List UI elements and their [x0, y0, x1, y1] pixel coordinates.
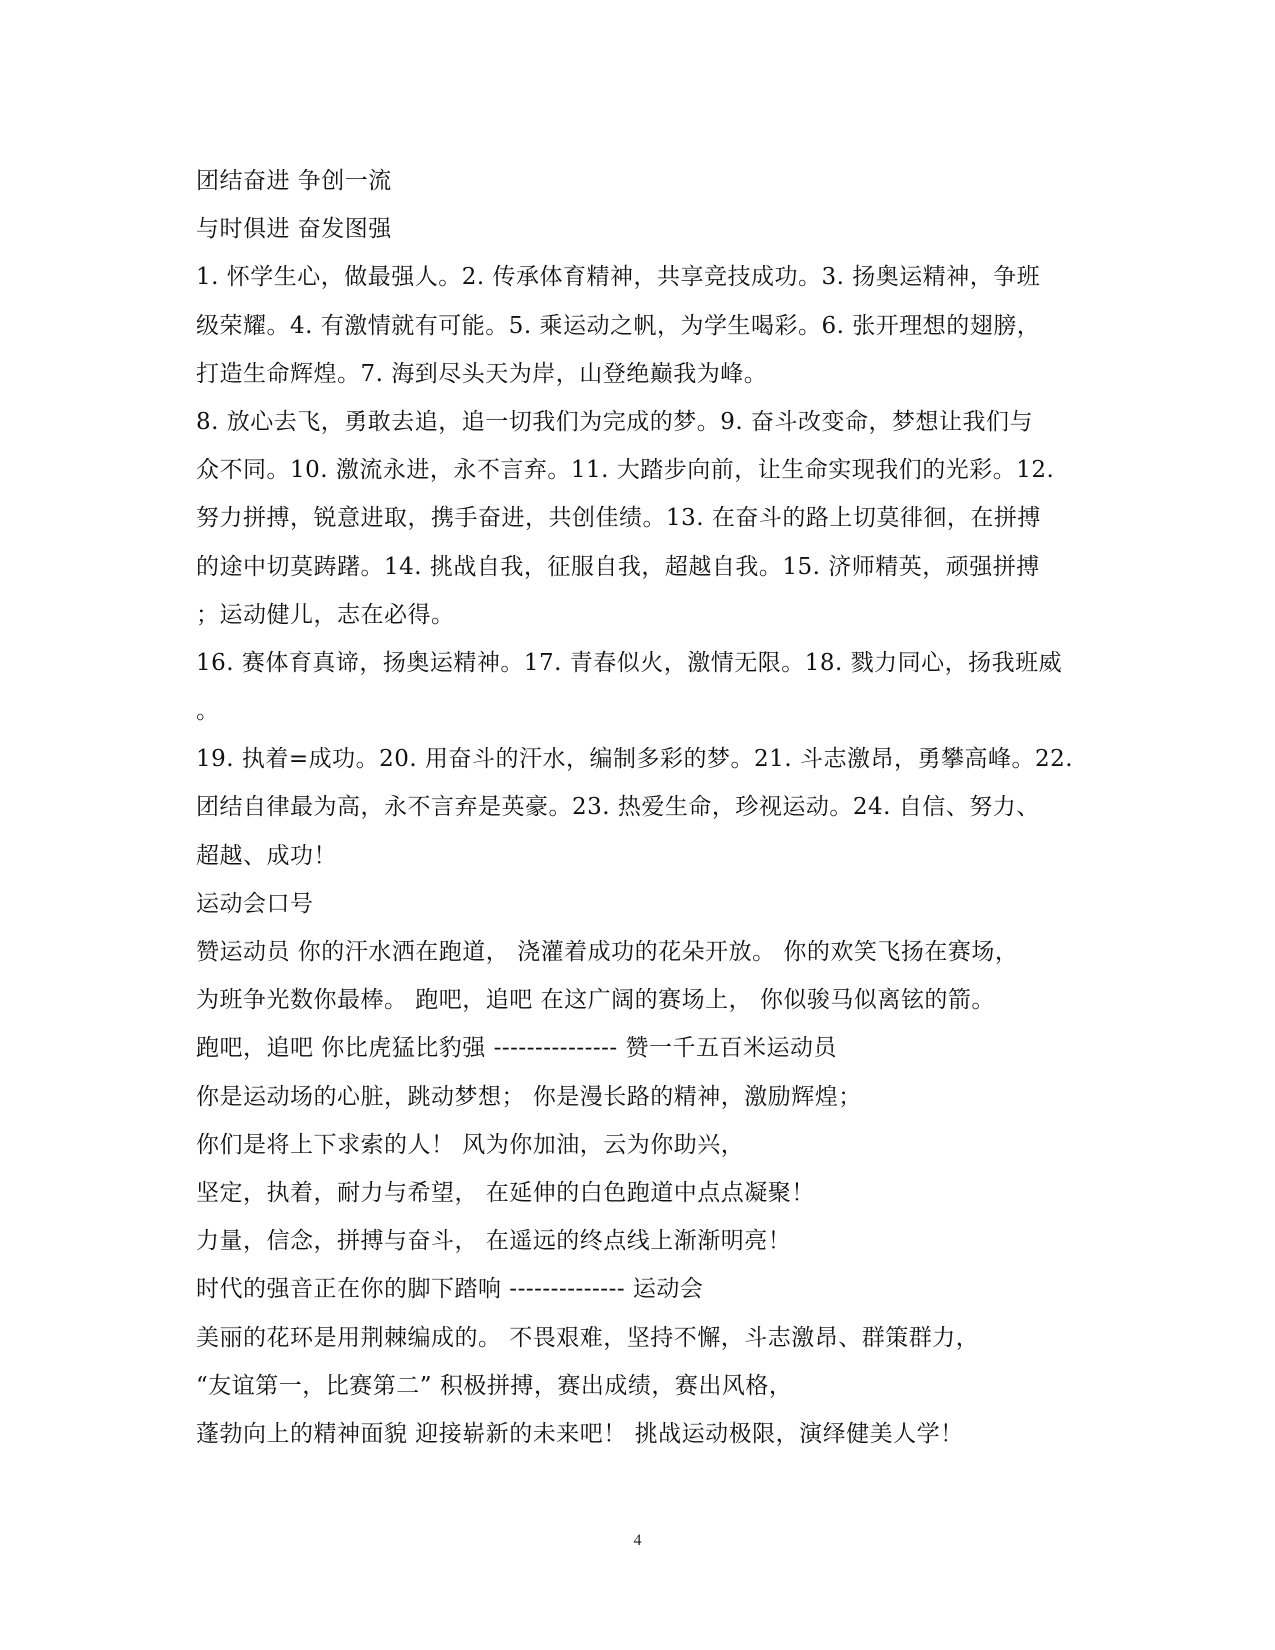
section-heading: 运动会口号	[196, 890, 314, 917]
text-line: 超越、成功！	[196, 842, 337, 869]
text-line: 级荣耀。4. 有激情就有可能。5. 乘运动之帆，为学生喝彩。6. 张开理想的翅膀，	[196, 312, 1041, 339]
text-line: 力量，信念，拼搏与奋斗， 在遥远的终点线上渐渐明亮！	[196, 1228, 792, 1255]
text-line: “友谊第一，比赛第二” 积极拼搏，赛出成绩，赛出风格，	[196, 1372, 793, 1399]
text-line: 努力拼搏，锐意进取，携手奋进，共创佳绩。13. 在奋斗的路上切莫徘徊，在拼搏	[196, 505, 1041, 532]
text-line: 打造生命辉煌。7. 海到尽头天为岸，山登绝巅我为峰。	[196, 360, 768, 387]
text-line: 你们是将上下求索的人！ 风为你加油，云为你助兴，	[196, 1131, 745, 1158]
text-line: 与时俱进 奋发图强	[196, 216, 392, 243]
text-line: ；运动健儿，志在必得。	[196, 601, 455, 628]
text-line: 16. 赛体育真谛，扬奥运精神。17. 青春似火，激情无限。18. 戮力同心，扬我班威	[196, 649, 1063, 676]
text-line: 19. 执着=成功。20. 用奋斗的汗水，编制多彩的梦。21. 斗志激昂，勇攀高峰。22.	[196, 746, 1074, 773]
text-line: 8. 放心去飞，勇敢去追，追一切我们为完成的梦。9. 奋斗改变命，梦想让我们与	[196, 408, 1034, 435]
text-line: 坚定，执着，耐力与希望， 在延伸的白色跑道中点点凝聚！	[196, 1179, 815, 1206]
text-line: 。	[196, 698, 220, 725]
text-line: 团结自律最为高，永不言弃是英豪。23. 热爱生命，珍视运动。24. 自信、努力、	[196, 794, 1040, 821]
text-line: 跑吧，追吧 你比虎猛比豹强 --------------- 赞一千五百米运动员	[196, 1035, 838, 1062]
text-line: 1. 怀学生心，做最强人。2. 传承体育精神，共享竞技成功。3. 扬奥运精神，争班	[196, 264, 1041, 291]
text-line: 为班争光数你最棒。 跑吧，追吧 在这广阔的赛场上， 你似骏马似离铉的箭。	[196, 987, 995, 1014]
text-line: 的途中切莫踌躇。14. 挑战自我，征服自我，超越自我。15. 济师精英，顽强拼搏	[196, 553, 1040, 580]
text-line: 美丽的花环是用荆棘编成的。 不畏艰难，坚持不懈，斗志激昂、群策群力，	[196, 1324, 980, 1351]
text-line: 赞运动员 你的汗水洒在跑道， 浇灌着成功的花朵开放。 你的欢笑飞扬在赛场，	[196, 939, 1019, 965]
page-number: 4	[633, 1532, 642, 1549]
text-line: 团结奋进 争创一流	[196, 168, 392, 194]
text-line: 你是运动场的心脏，跳动梦想； 你是漫长路的精神，激励辉煌；	[196, 1083, 862, 1110]
text-line: 时代的强音正在你的脚下踏响 -------------- 运动会	[196, 1276, 704, 1303]
document-body	[196, 157, 1096, 1458]
text-line: 众不同。10. 激流永进，永不言弃。11. 大踏步向前，让生命实现我们的光彩。12.	[196, 457, 1055, 484]
text-line: 蓬勃向上的精神面貌 迎接崭新的未来吧！ 挑战运动极限，演绎健美人学！	[196, 1420, 964, 1447]
